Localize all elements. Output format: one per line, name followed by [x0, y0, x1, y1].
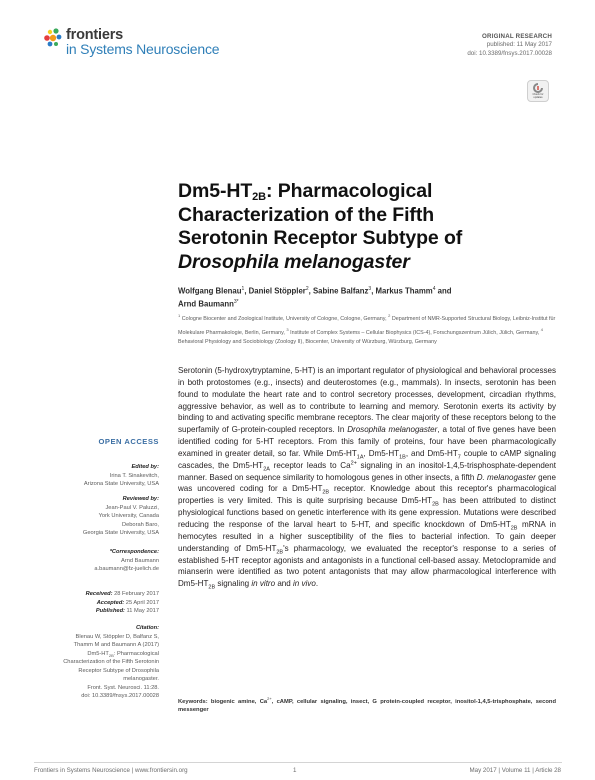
citation-text: Dm5-HT	[87, 650, 109, 657]
citation-line	[40, 650, 159, 659]
article-type: ORIGINAL RESEARCH	[482, 33, 552, 40]
author-link[interactable]: Arnd Baumann	[178, 299, 234, 309]
article-meta	[467, 33, 552, 58]
check-for-updates-icon	[532, 83, 544, 93]
abstract-text: and	[275, 579, 293, 589]
title-species: Drosophila melanogaster	[178, 250, 410, 273]
author-affil-marker: 3*	[233, 298, 239, 305]
affil-marker: 3	[286, 326, 289, 332]
reviewed-by-block	[40, 495, 159, 538]
author-and: and	[435, 286, 452, 296]
citation-line: Blenau W, Stöppler D, Balfanz S,	[75, 633, 159, 640]
abstract-text: 's pharmacology, we evaluated the receptor's response to a series of established 5-HT receptor agonists and antagonists in a functional cell-based assay. Metoclopramide and mianserin were identified as two potent antagonists that may allow pharmacological interference with Dm5-HT	[178, 543, 556, 589]
abstract-text: mRNA in hemocytes resulted in a higher susceptibility of the flies to bacterial infection. To gain deeper understanding of Dm5-HT	[178, 519, 557, 553]
check-for-updates-badge[interactable]	[527, 80, 549, 102]
title-subscript: 2B	[252, 191, 267, 203]
author-link[interactable]: , Markus Thamm	[371, 286, 433, 296]
abstract-subscript: 2B	[276, 549, 284, 556]
author-affil-marker: 4	[432, 286, 436, 292]
abstract-subscript: 2A	[263, 466, 270, 473]
abstract-text: , and Dm5-HT	[405, 448, 458, 458]
abstract-text: receptor leads to Ca	[269, 460, 351, 470]
received-date: 28 February 2017	[112, 591, 159, 597]
footer-issue-info: May 2017 | Volume 11 | Article 28	[469, 767, 561, 774]
abstract-subscript: 1A	[356, 454, 364, 461]
author-affil-marker: 2	[305, 286, 309, 292]
citation-line: melanogaster.	[123, 676, 159, 682]
article-title	[178, 180, 508, 274]
correspondence-label: *Correspondence:	[109, 549, 159, 555]
affiliation-text: Cologne Biocenter and Zoological Institute, University of Cologne, Cologne, Germany,	[180, 315, 389, 322]
page-number: 1	[293, 767, 297, 774]
published-line	[40, 607, 159, 616]
affil-marker: 2	[388, 313, 391, 318]
abstract-italic: D. melanogaster	[476, 472, 536, 482]
abstract-text: couple to cAMP signaling cascades, the Dm5-HT	[178, 448, 556, 470]
badge-line1: Check for	[532, 93, 544, 96]
accepted-date: 25 April 2017	[124, 599, 159, 606]
footer-journal-link[interactable]: Frontiers in Systems Neuroscience | www.frontiersin.org	[34, 767, 188, 774]
reviewer-affiliation: York University, Canada	[98, 513, 159, 519]
citation-doi[interactable]: doi: 10.3389/fnsys.2017.00028	[81, 693, 159, 699]
abstract-text: receptor. Knowledge about this receptor's pharmacological properties is very limited. This is quite surprising because Dm5-HT	[178, 484, 556, 506]
abstract	[178, 365, 556, 590]
badge-line2: updates	[533, 96, 543, 99]
edited-by-block	[40, 463, 159, 489]
author-link[interactable]: Wolfgang Blenau	[178, 286, 242, 296]
author-list	[178, 284, 528, 309]
abstract-text: signaling	[215, 579, 252, 589]
published-date: 11 May 2017	[124, 608, 159, 614]
citation-block	[40, 624, 159, 701]
author-link[interactable]: , Sabine Balfanz	[308, 286, 369, 296]
author-link[interactable]: , Daniel Stöppler	[244, 286, 306, 296]
brand-name: frontiers	[66, 27, 124, 43]
affiliation-text: Behavioral Physiology and Sociobiology (Zoology II), Biocenter, University of Würzburg, Würzburg, Germany	[178, 339, 437, 346]
abstract-italic: in vitro	[251, 579, 276, 589]
dates-block	[40, 590, 159, 616]
affiliation-text: Department of NMR-Supported Structural Biology, Leibniz-Institut für Molekulare Pharmakologie, Berlin, Germany,	[178, 315, 556, 336]
affil-marker: 4	[540, 326, 543, 332]
journal-name: in Systems Neuroscience	[66, 41, 220, 57]
citation-subscript: 2B	[108, 652, 114, 658]
abstract-text: Serotonin (5-hydroxytryptamine, 5-HT) is an important regulator of physiological and behavioral processes in both protostomes (e.g., insects) and deuterostomes (e.g., mammals). In insects, serotonin has been found to modulate the heart rate and to control secretory processes, development, circadian rhythms, aggressive behavior, as well as to contribute to learning and memory. Serotonin exerts its activity by binding to and activating specific membrane receptors. The clear majority of these receptors belong to the superfamily of G-protein-coupled receptors. In	[178, 366, 556, 435]
abstract-text: gene was uncovered coding for a Dm5-HT	[178, 472, 557, 494]
citation-line: Front. Syst. Neurosci. 11:28.	[87, 684, 159, 691]
reviewer-name[interactable]: Jean-Paul V. Paluzzi,	[105, 504, 159, 511]
open-access-label: OPEN ACCESS	[98, 437, 159, 446]
abstract-subscript: 2B	[510, 525, 518, 532]
author-affil-marker: 1	[241, 286, 245, 292]
affiliations	[178, 311, 556, 348]
title-part2: : Pharmacological Characterization of the Fifth Serotonin Receptor Subtype of	[178, 180, 463, 249]
reviewed-by-label: Reviewed by:	[122, 496, 159, 502]
affil-marker: 1	[178, 313, 181, 318]
abstract-text: has been attributed to distinct physiological functions based on genetic interference with its gene expression. Mutations were described reducing the response of the larval heart to 5-HT, and specific knockdown of Dm5-HT	[178, 496, 556, 529]
reviewer-name[interactable]: Deborah Baro,	[122, 521, 159, 528]
abstract-subscript: 1B	[399, 454, 406, 461]
abstract-italic: Drosophila melanogaster	[347, 425, 438, 435]
abstract-text: signaling in an inositol-1,4,5-trisphosphate-dependent manner. Based on sequence similarity to homologous genes in other insects, a fifth	[178, 460, 556, 482]
abstract-subscript: 2B	[208, 584, 216, 591]
author-affil-marker: 3	[368, 286, 372, 292]
accepted-label: Accepted:	[96, 599, 125, 606]
accepted-line	[40, 599, 159, 608]
abstract-subscript: 2B	[432, 501, 439, 508]
abstract-subscript: 7	[457, 454, 461, 461]
reviewer-affiliation: Georgia State University, USA	[82, 530, 159, 536]
abstract-italic: in vivo	[293, 579, 316, 589]
citation-line: Thamm M and Baumann A (2017)	[73, 642, 159, 648]
abstract-text: , Dm5-HT	[363, 448, 400, 458]
received-line	[40, 590, 159, 599]
doi-link[interactable]: doi: 10.3389/fnsys.2017.00028	[467, 49, 552, 57]
published-label: Published:	[95, 608, 125, 614]
keywords	[178, 695, 556, 714]
editor-affiliation: Arizona State University, USA	[83, 481, 159, 487]
footer-divider	[34, 762, 562, 763]
correspondence-name: Arnd Baumann	[121, 557, 159, 564]
affiliation-text: Institute of Complex Systems – Cellular Biophysics (ICS-4), Forschungszentrum Jülich, Jülich, Germany,	[288, 329, 541, 336]
abstract-text: , a total of five genes have been identified coding for 5-HT receptors. From this family of proteins, four have been pharmacologically examined in greater detail, so far. While Dm5-HT	[178, 425, 556, 458]
abstract-subscript: 2B	[322, 490, 330, 497]
keywords-text: biogenic amine, Ca	[207, 698, 268, 705]
edited-by-label: Edited by:	[131, 464, 159, 470]
editor-name[interactable]: Irina T. Sinakevitch,	[109, 472, 159, 479]
published-line: published: 11 May 2017	[486, 41, 552, 49]
citation-label: Citation:	[135, 625, 159, 631]
keywords-text: , cAMP, cellular signaling, insect, G protein-coupled receptor, inositol-1,4,5-trisphosphate, second messenger	[178, 698, 556, 713]
citation-line: Receptor Subtype of Drosophila	[78, 667, 159, 674]
keywords-superscript: 2+	[267, 696, 272, 701]
keywords-label: Keywords:	[178, 698, 208, 705]
correspondence-block	[40, 548, 159, 574]
citation-text: : Pharmacological	[113, 650, 159, 657]
title-part1: Dm5-HT	[178, 180, 253, 202]
received-label: Received:	[85, 591, 113, 597]
abstract-text: .	[315, 579, 319, 589]
correspondence-email[interactable]: a.baumann@fz-juelich.de	[94, 566, 159, 572]
citation-line: Characterization of the Fifth Serotonin	[63, 659, 159, 665]
abstract-superscript: 2+	[350, 460, 357, 467]
